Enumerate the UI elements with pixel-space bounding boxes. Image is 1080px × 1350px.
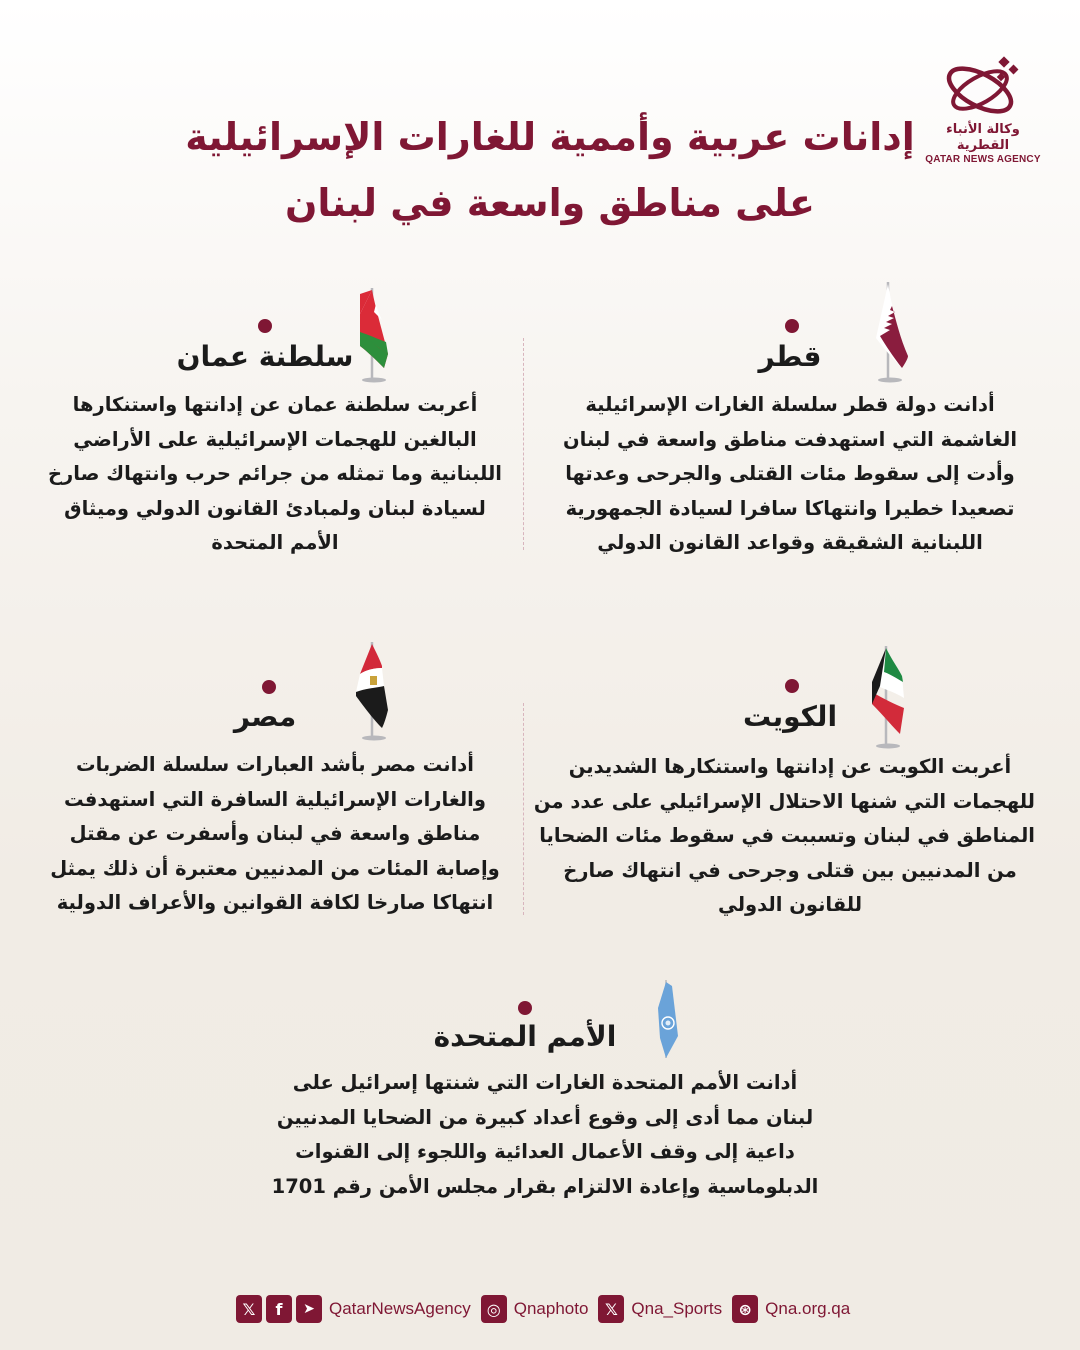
website-link[interactable]: Qna.org.qa — [765, 1299, 851, 1318]
kuwait-flag-icon — [868, 642, 914, 750]
facebook-icon[interactable]: f — [266, 1295, 292, 1323]
social-handle-qatarnewsagency[interactable]: QatarNewsAgency — [329, 1299, 471, 1318]
x-icon[interactable]: 𝕏 — [598, 1295, 624, 1323]
statement-text: أعربت سلطنة عمان عن إدانتها واستنكارها البالغين للهجمات الإسرائيلية على الأراضي اللبنانية وما تمثله من جرائم حرب وانتهاك صارخ لسيادة لبنان ولمبادئ القانون الدولي وميثاق الأمم المتحدة — [48, 393, 502, 554]
statement-text: أعربت الكويت عن إدانتها واستنكارها الشديدين للهجمات التي شنها الاحتلال الإسرائيلي على عدد من المناطق في لبنان وتسببت في سقوط مئات الضحايا من المدنيين بين قتلى وجرحى في انتهاك صارخ للقانون الدولي — [533, 755, 1035, 916]
country-name: قطر — [758, 340, 822, 373]
column-divider — [523, 338, 524, 550]
bullet-dot — [518, 1001, 532, 1015]
telegram-icon[interactable]: ➤ — [296, 1295, 322, 1323]
column-divider — [523, 703, 524, 915]
qatar-flag-icon — [868, 276, 914, 386]
bullet-dot — [262, 680, 276, 694]
social-handle-qnaphoto[interactable]: Qnaphoto — [513, 1299, 589, 1318]
statement-text: أدانت دولة قطر سلسلة الغارات الإسرائيلية الغاشمة التي استهدفت مناطق واسعة في لبنان وأدت إلى سقوط مئات القتلى والجرحى وعدتها تصعيدا خطيرا وانتهاكا سافرا لسيادة الجمهورية اللبنانية الشقيقة وقواعد القانون الدولي — [562, 393, 1018, 554]
title-line-2: على مناطق واسعة في لبنان — [284, 181, 815, 225]
page-title — [120, 104, 980, 236]
un-flag-icon — [652, 978, 684, 1060]
social-links-footer — [236, 1294, 856, 1324]
bullet-dot — [785, 319, 799, 333]
bullet-dot — [785, 679, 799, 693]
country-name: مصر — [233, 700, 297, 733]
country-name: الكويت — [742, 700, 838, 733]
bullet-dot — [258, 319, 272, 333]
brand-name-english: QATAR NEWS AGENCY — [925, 154, 1041, 165]
x-icon[interactable]: 𝕏 — [236, 1295, 262, 1323]
brand-name-arabic: وكالة الأنباء القطرية — [946, 122, 1020, 153]
organization-name: الأمم المتحدة — [433, 1020, 617, 1053]
title-line-1: إدانات عربية وأممية للغارات الإسرائيلية — [185, 115, 915, 159]
country-name: سلطنة عمان — [176, 340, 354, 373]
social-handle-qna-sports[interactable]: Qna_Sports — [631, 1299, 723, 1318]
globe-icon[interactable]: ⊛ — [732, 1295, 758, 1323]
instagram-icon[interactable]: ◎ — [481, 1295, 507, 1323]
egypt-flag-icon — [352, 638, 398, 742]
statement-text: أدانت مصر بأشد العبارات سلسلة الضربات والغارات الإسرائيلية السافرة التي استهدفت مناطق واسعة في لبنان وأسفرت عن مقتل وإصابة المئات من المدنيين معتبرة أن ذلك يمثل انتهاكا صارخا لكافة القوانين والأعراف الدولية — [50, 753, 500, 914]
statement-text: أدانت الأمم المتحدة الغارات التي شنتها إسرائيل على لبنان مما أدى إلى وقوع أعداد كبيرة من الضحايا المدنيين داعية إلى وقف الأعمال العدائية واللجوء إلى القنوات الدبلوماسية وإعادة الالتزام بقرار مجلس الأمن رقم 1701 — [271, 1071, 819, 1198]
